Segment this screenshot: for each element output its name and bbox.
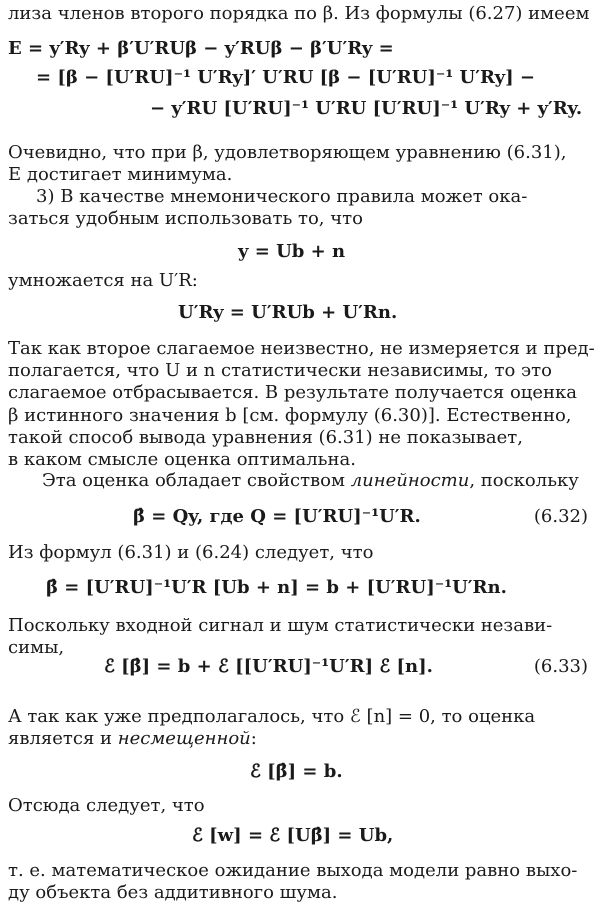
equation-model: y = Ub + n (238, 241, 346, 262)
text-line-19: Отсюда следует, что (8, 795, 205, 816)
text-line-9: слагаемое отбрасывается. В результате получается оценка (8, 382, 578, 403)
text-line-21: ду объекта без аддитивного шума. (8, 882, 338, 903)
equation-number-6-32: (6.32) (533, 506, 588, 527)
equation-number-6-33: (6.33) (533, 656, 588, 677)
text-line-18 (8, 727, 257, 751)
equation-energy-3: − y′RU [U′RU]⁻¹ U′RU [U′RU]⁻¹ U′Ry + y′Ry. (150, 98, 583, 119)
text-line-18-end: : (250, 728, 257, 749)
text-line-17: А так как уже предполагалось, что ℰ [n] = 0, то оценка (8, 706, 536, 727)
text-line-2: Очевидно, что при β, удовлетворяющем уравнению (6.31), (8, 142, 567, 163)
text-line-11: такой способ вывода уравнения (6.31) не показывает, (8, 427, 523, 448)
term-unbiased: несмещенной (117, 728, 251, 749)
text-line-4: 3) В качестве мнемонического правила может ока- (36, 186, 528, 207)
equation-multiplied: U′Ry = U′RUb + U′Rn. (178, 302, 398, 323)
text-line-10: β истинного значения b [см. формулу (6.30)]. Естественно, (8, 405, 572, 426)
text-line-8: полагается, что U и n статистически независимы, то это (8, 360, 552, 381)
text-line-12: в каком смысле оценка оптимальна. (8, 449, 356, 470)
text-line-13-start: Эта оценка обладает свойством (42, 470, 351, 491)
equation-estimate-linear: β̂ = Qy, где Q = [U′RU]⁻¹U′R. (133, 506, 421, 527)
text-line-7: Так как второе слагаемое неизвестно, не измеряется и пред- (8, 338, 595, 359)
text-line-18-start: является и (8, 728, 118, 749)
text-line-5: заться удобным использовать то, что (8, 208, 363, 229)
equation-energy-1: E = y′Ry + β′U′RUβ − y′RUβ − β′U′Ry = (8, 38, 394, 59)
text-line-3: E достигает минимума. (8, 164, 233, 185)
text-line-14: Из формул (6.31) и (6.24) следует, что (8, 542, 374, 563)
text-line-15: Поскольку входной сигнал и шум статистически незави- (8, 615, 553, 636)
equation-unbiased: ℰ [β̂] = b. (250, 761, 343, 782)
term-linearity: линейности (350, 470, 470, 491)
text-line-20: т. е. математическое ожидание выхода модели равно выхо- (8, 860, 578, 881)
text-line-6: умножается на U′R: (8, 270, 198, 291)
equation-output-expectation: ℰ [w] = ℰ [Uβ̂] = Ub, (192, 825, 394, 846)
equation-estimate-expanded: β̂ = [U′RU]⁻¹U′R [Ub + n] = b + [U′RU]⁻¹U′Rn. (46, 577, 507, 598)
equation-expectation: ℰ [β̂] = b + ℰ [[U′RU]⁻¹U′R] ℰ [n]. (104, 656, 433, 677)
text-line-16: симы, (8, 637, 65, 658)
equation-energy-2: = [β − [U′RU]⁻¹ U′Ry]′ U′RU [β − [U′RU]⁻¹ U′Ry] − (36, 67, 535, 88)
text-line-13 (42, 469, 579, 493)
text-line-1: лиза членов второго порядка по β. Из формулы (6.27) имеем (8, 3, 590, 24)
text-line-13-end: , поскольку (469, 470, 579, 491)
